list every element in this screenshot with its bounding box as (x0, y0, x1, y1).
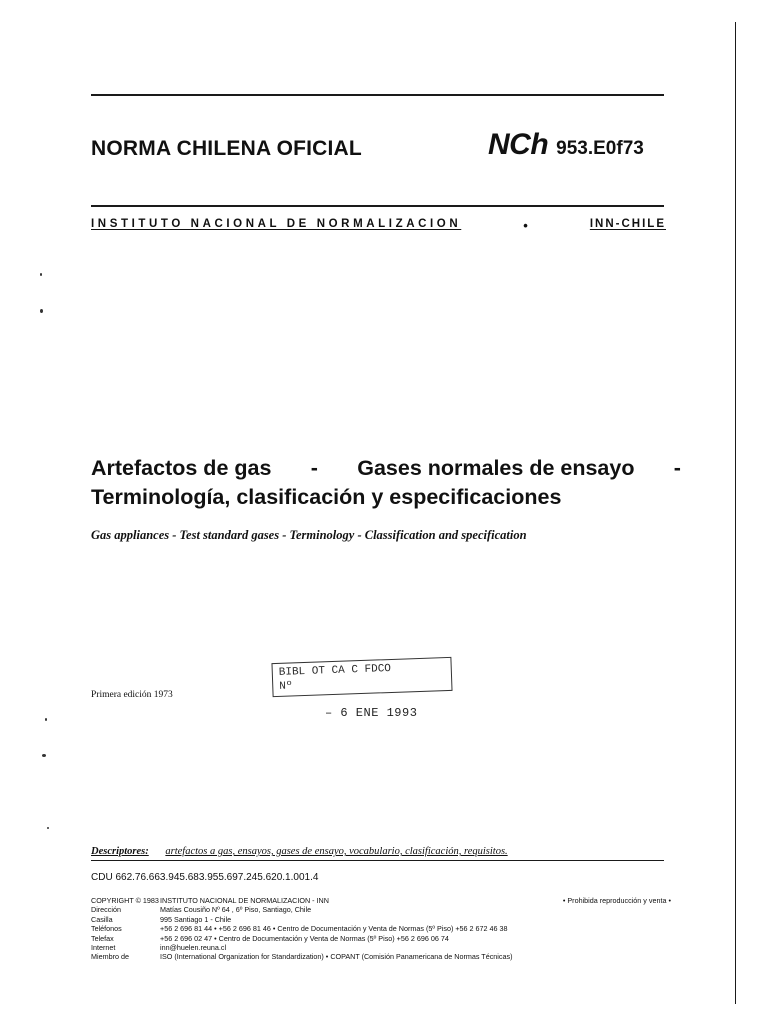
scan-speck (47, 827, 49, 829)
top-rule (91, 94, 664, 96)
document-title (91, 454, 681, 512)
prohibited-note: • Prohibida reproducción y venta • (562, 896, 671, 905)
info-row-phones (91, 924, 671, 933)
copyright-value: INSTITUTO NACIONAL DE NORMALIZACION - INN (160, 896, 329, 905)
stamp-line-1: BIBL OT CA C FDCO (278, 662, 392, 679)
title-part-1: Artefactos de gas (91, 456, 272, 480)
institute-line (91, 218, 666, 233)
descriptors (91, 846, 508, 857)
info-value: 995 Santiago 1 - Chile (160, 914, 232, 924)
info-value: +56 2 696 81 44 • +56 2 696 81 46 • Centro de Documentación y Venta de Normas (5º Piso) +56 2 672 46 38 (160, 924, 508, 934)
info-row-fax (91, 934, 671, 943)
standard-code: 953.E0f73 (556, 138, 644, 159)
info-key: Miembro de (91, 952, 129, 962)
info-key: Teléfonos (91, 924, 122, 934)
info-key: Internet (91, 943, 116, 953)
info-key: Telefax (91, 933, 114, 943)
edition-note: Primera edición 1973 (91, 690, 173, 700)
cdu-code: CDU 662.76.663.945.683.955.697.245.620.1.001.4 (91, 872, 319, 883)
copyright-row (91, 896, 671, 905)
info-key: Casilla (91, 914, 113, 924)
header-rule (91, 205, 664, 207)
title-dash: - (310, 456, 318, 480)
title-dash: - (673, 456, 681, 480)
stamp-date: – 6 ENE 1993 (325, 706, 418, 720)
info-value: +56 2 696 02 47 • Centro de Documentación y Venta de Normas (5º Piso) +56 2 696 06 74 (160, 933, 449, 943)
info-row-po-box (91, 915, 671, 924)
info-row-member (91, 952, 671, 961)
descriptors-rule (91, 860, 664, 861)
page-edge-line (735, 22, 736, 1004)
title-line-2: Terminología, clasificación y especificaciones (91, 485, 562, 509)
copyright-label: COPYRIGHT © 1983 (91, 896, 159, 905)
norma-title: NORMA CHILENA OFICIAL (91, 137, 362, 160)
english-subtitle: Gas appliances - Test standard gases - Terminology - Classification and specification (91, 528, 527, 542)
nch-logo: NCh (488, 128, 549, 161)
info-value: Matías Cousiño Nº 64 , 6º Piso, Santiago, Chile (160, 905, 312, 915)
contact-info (91, 896, 671, 962)
institute-separator: • (523, 218, 528, 233)
info-value: inn@huelen.reuna.cl (160, 943, 227, 953)
descriptors-label: Descriptores: (91, 846, 149, 857)
institute-name: INSTITUTO NACIONAL DE NORMALIZACION (91, 218, 462, 230)
scan-speck (45, 718, 47, 721)
library-stamp (271, 657, 452, 697)
scan-speck (42, 754, 46, 757)
info-key: Dirección (91, 905, 121, 915)
title-part-2: Gases normales de ensayo (357, 456, 635, 480)
info-row-internet (91, 943, 671, 952)
descriptors-value: artefactos a gas, ensayos, gases de ensayo, vocabulario, clasificación, requisitos. (165, 846, 508, 857)
scan-speck (40, 309, 43, 313)
info-value: ISO (International Organization for Standardization) • COPANT (Comisión Panamericana de Normas Técnicas) (160, 952, 513, 962)
institute-short: INN-CHILE (589, 218, 666, 230)
info-row-address (91, 905, 671, 914)
standard-number (488, 128, 644, 162)
stamp-line-2: Nº (279, 680, 293, 693)
scan-speck (40, 273, 42, 276)
